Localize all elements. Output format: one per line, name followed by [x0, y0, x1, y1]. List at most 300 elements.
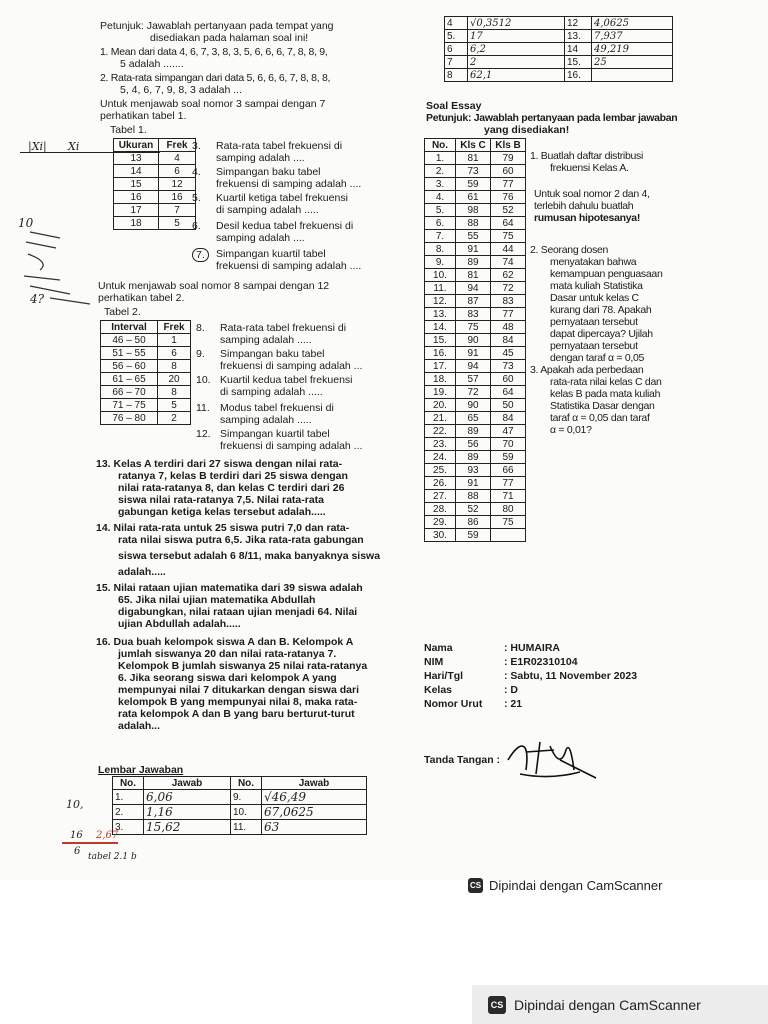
table-2-caption: Tabel 2. [104, 306, 141, 318]
table-1-header [114, 139, 196, 152]
table-cell: 16. [565, 69, 592, 82]
table-cell: 10. [231, 805, 262, 820]
table-cell: 88 [456, 217, 491, 230]
table-cell: 83 [491, 295, 526, 308]
table-row [425, 477, 526, 490]
handwritten-xi: Xi [68, 140, 80, 153]
table-row [113, 805, 367, 820]
table-cell: 66 [491, 464, 526, 477]
camscanner-footer [472, 985, 768, 1024]
col-kls-b: Kls B [491, 139, 526, 152]
table-cell: 45 [491, 347, 526, 360]
table-row [425, 490, 526, 503]
question-13-line: gabungan ketiga kelas tersebut adalah..... [118, 506, 326, 518]
question-text: Modus tabel frekuensi di [220, 402, 334, 414]
question-text: samping adalah .... [216, 232, 305, 244]
table-row [425, 347, 526, 360]
table-cell: 2. [425, 165, 456, 178]
table-cell: 66 – 70 [101, 386, 158, 399]
essay-title: Soal Essay [426, 100, 482, 112]
essay-q2: 2. Seorang dosen [530, 244, 609, 256]
question-15-line: ujian Abdullah adalah..... [118, 618, 241, 630]
answer-cell: 15,62 [144, 820, 231, 835]
table-row [425, 334, 526, 347]
answer-cell: 62,1 [468, 69, 565, 82]
table-cell: 28. [425, 503, 456, 516]
handwritten-xi-abs: |Xi| [28, 140, 47, 153]
answer-cell: √46,49 [262, 790, 367, 805]
handwritten-note-16: 16 [70, 830, 83, 841]
table-cell: 6 [445, 43, 468, 56]
handwritten-note-10b: 10, [66, 798, 84, 811]
table-cell: 50 [491, 399, 526, 412]
table-row [445, 43, 673, 56]
value-nama: : HUMAIRA [504, 642, 560, 654]
signature-image [500, 730, 600, 786]
table-cell [491, 529, 526, 542]
data-table-kelas [424, 138, 526, 542]
table-cell: 18 [114, 217, 159, 230]
table-cell: 89 [456, 451, 491, 464]
question-number: 5. [192, 192, 201, 204]
essay-q2-line: menyatakan bahwa [550, 256, 637, 268]
signature-label: Tanda Tangan : [424, 754, 501, 766]
camscanner-footer-text: Dipindai dengan CamScanner [514, 996, 701, 1013]
handwritten-note-6: 6 [74, 846, 81, 857]
table-cell: 18. [425, 373, 456, 386]
table-row [425, 295, 526, 308]
table-cell: 12 [159, 178, 196, 191]
essay-q3-line: taraf α = 0,05 dan taraf [550, 412, 650, 424]
table-cell: 62 [491, 269, 526, 282]
table-cell: 59 [456, 529, 491, 542]
table-cell: 56 – 60 [101, 360, 158, 373]
table-cell: 61 [456, 191, 491, 204]
answer-col-jawab: Jawab [144, 777, 231, 790]
label-kelas: Kelas [424, 684, 453, 696]
table-2-col-frek: Frek [158, 321, 191, 334]
table-row [101, 386, 191, 399]
table-cell: 52 [456, 503, 491, 516]
table-cell: 30. [425, 529, 456, 542]
table-row [425, 165, 526, 178]
table-cell: 52 [491, 204, 526, 217]
answer-cell: 6,2 [468, 43, 565, 56]
question-number: 12. [196, 428, 211, 440]
question-16-line: mempunyai nilai 7 ditukarkan dengan siswa dari [118, 684, 359, 696]
table-cell: 13. [425, 308, 456, 321]
table-cell: 6 [159, 165, 196, 178]
table-row [425, 373, 526, 386]
table-cell: 72 [456, 386, 491, 399]
answer-col-jawab: Jawab [262, 777, 367, 790]
table-row [101, 360, 191, 373]
table-cell: 76 – 80 [101, 412, 158, 425]
answer-table-top [444, 16, 673, 82]
table-row [425, 204, 526, 217]
table-cell: 59 [456, 178, 491, 191]
table-cell: 70 [491, 438, 526, 451]
table-cell: 64 [491, 386, 526, 399]
essay-q3-line: kelas B pada mata kuliah [550, 388, 661, 400]
question-number: 9. [196, 348, 205, 360]
label-nim: NIM [424, 656, 444, 668]
table-row [101, 373, 191, 386]
question-13-line: ratanya 7, kelas B terdiri dari 25 siswa dengan [118, 470, 348, 482]
question-text: Kuartil kedua tabel frekuensi [220, 374, 353, 386]
question-text: frekuensi di samping adalah ... [220, 360, 363, 372]
question-13: 13. Kelas A terdiri dari 27 siswa dengan nilai rata- [96, 458, 343, 470]
question-16-line: rata kelompok A dan B yang baru berturut-turut [118, 708, 355, 720]
table-cell: 77 [491, 178, 526, 191]
essay-q3: 3. Apakah ada perbedaan [530, 364, 644, 376]
table-cell: 11. [231, 820, 262, 835]
table-cell: 12 [565, 17, 592, 30]
table-cell: 22. [425, 425, 456, 438]
table-2-header [101, 321, 191, 334]
camscanner-text: Dipindai dengan CamScanner [489, 878, 663, 893]
table-1-col-frek: Frek [159, 139, 196, 152]
table-row [425, 451, 526, 464]
table-row [425, 464, 526, 477]
data-table-header [425, 139, 526, 152]
col-kls-c: Kls C [456, 139, 491, 152]
handwritten-note-267: 2,67 [96, 830, 119, 841]
table-cell: 26. [425, 477, 456, 490]
table-cell: 29. [425, 516, 456, 529]
essay-q2-line: pernyataan tersebut [550, 316, 638, 328]
table-row [425, 321, 526, 334]
question-1-cont: 5 adalah ....... [120, 58, 184, 70]
essay-note: rumusan hipotesanya! [534, 212, 641, 224]
answer-cell: 67,0625 [262, 805, 367, 820]
table-cell: 74 [491, 256, 526, 269]
table-cell: 84 [491, 412, 526, 425]
table-row [425, 503, 526, 516]
table-cell: 1. [425, 152, 456, 165]
table-row [425, 152, 526, 165]
table-row [425, 217, 526, 230]
table-row [114, 191, 196, 204]
question-number: 6. [192, 220, 201, 232]
table-row [101, 412, 191, 425]
value-tanggal: : Sabtu, 11 November 2023 [504, 670, 638, 682]
table-row [114, 204, 196, 217]
table-2-col-interval: Interval [101, 321, 158, 334]
handwritten-note-10: 10 [18, 216, 34, 230]
table-cell: 89 [456, 256, 491, 269]
table-row [425, 308, 526, 321]
table-cell: 71 [491, 490, 526, 503]
table-row [114, 165, 196, 178]
table-cell: 48 [491, 321, 526, 334]
table-cell: 46 – 50 [101, 334, 158, 347]
answer-sheet-title: Lembar Jawaban [98, 764, 184, 776]
table-cell: 15. [425, 334, 456, 347]
table-cell: 11. [425, 282, 456, 295]
table-row [425, 412, 526, 425]
question-15: 15. Nilai rataan ujian matematika dari 39 siswa adalah [96, 582, 363, 594]
table-cell: 5. [445, 30, 468, 43]
table-cell: 88 [456, 490, 491, 503]
question-text: frekuensi di samping adalah .... [216, 260, 362, 272]
table-1-caption: Tabel 1. [110, 124, 147, 136]
table-cell: 8 [445, 69, 468, 82]
table-row [425, 529, 526, 542]
table-cell: 98 [456, 204, 491, 217]
essay-q3-line: rata-rata nilai kelas C dan [550, 376, 662, 388]
table-cell: 75 [491, 230, 526, 243]
table-cell: 75 [456, 321, 491, 334]
table-cell: 17. [425, 360, 456, 373]
table-cell: 3. [113, 820, 144, 835]
essay-q2-line: kemampuan penguasaan [550, 268, 663, 280]
table-cell: 47 [491, 425, 526, 438]
answer-cell: 1,16 [144, 805, 231, 820]
question-text: Simpangan kuartil tabel [216, 248, 326, 260]
table-cell: 65 [456, 412, 491, 425]
table-cell: 10. [425, 269, 456, 282]
table-2 [100, 320, 191, 425]
table-cell: 20. [425, 399, 456, 412]
table-cell: 61 – 65 [101, 373, 158, 386]
question-text: Rata-rata tabel frekuensi di [220, 322, 347, 334]
table-cell: 23. [425, 438, 456, 451]
table-cell: 6 [158, 347, 191, 360]
question-text: samping adalah ..... [220, 414, 312, 426]
table-cell: 87 [456, 295, 491, 308]
table-cell: 57 [456, 373, 491, 386]
table-row [425, 516, 526, 529]
essay-q2-line: dengan taraf α = 0,05 [550, 352, 645, 364]
essay-instruction: Petunjuk: Jawablah pertanyaan pada lembar jawaban [426, 112, 678, 124]
intro-table-1-cont: perhatikan tabel 1. [100, 110, 187, 122]
table-row [425, 399, 526, 412]
question-16-line: Kelompok B jumlah siswanya 25 nilai rata-ratanya [118, 660, 368, 672]
table-row [101, 334, 191, 347]
table-row [425, 230, 526, 243]
question-16: 16. Dua buah kelompok siswa A dan B. Kelompok A [96, 636, 354, 648]
question-number: 8. [196, 322, 205, 334]
essay-q2-line: pernyataan tersebut [550, 340, 638, 352]
question-number: 11. [196, 402, 210, 414]
table-cell: 24. [425, 451, 456, 464]
intro-table-1: Untuk menjawab soal nomor 3 sampai dengan 7 [100, 98, 326, 110]
label-nomor-urut: Nomor Urut [424, 698, 483, 710]
red-pen-mark [62, 842, 118, 844]
table-1-col-ukuran: Ukuran [114, 139, 159, 152]
table-row [425, 438, 526, 451]
table-cell: 90 [456, 399, 491, 412]
table-cell: 8 [158, 360, 191, 373]
table-cell: 3. [425, 178, 456, 191]
question-14-line: siswa tersebut adalah 6 8/11, maka banyaknya siswa [118, 550, 381, 562]
table-cell: 5 [159, 217, 196, 230]
value-nomor-urut: : 21 [504, 698, 523, 710]
table-1 [113, 138, 196, 230]
essay-q1-cont: frekuensi Kelas A. [550, 162, 629, 174]
answer-cell: 2 [468, 56, 565, 69]
table-cell: 77 [491, 308, 526, 321]
question-text: Simpangan baku tabel [216, 166, 321, 178]
essay-q2-line: mata kuliah Statistika [550, 280, 643, 292]
value-nim: : E1R02310104 [504, 656, 578, 668]
table-cell: 6. [425, 217, 456, 230]
question-number: 4. [192, 166, 201, 178]
question-text: Rata-rata tabel frekuensi di [216, 140, 343, 152]
label-nama: Nama [424, 642, 453, 654]
table-cell: 14. [425, 321, 456, 334]
table-row [445, 17, 673, 30]
question-16-line: jumlah siswanya 20 dan nilai rata-ratanya 7. [118, 648, 337, 660]
answer-cell: 4,0625 [592, 17, 673, 30]
table-cell: 1. [113, 790, 144, 805]
table-cell: 13. [565, 30, 592, 43]
table-cell: 5. [425, 204, 456, 217]
answer-sheet-header [113, 777, 367, 790]
table-cell: 7. [425, 230, 456, 243]
table-cell: 19. [425, 386, 456, 399]
question-text: Kuartil ketiga tabel frekuensi [216, 192, 348, 204]
table-cell: 80 [491, 503, 526, 516]
table-cell: 16 [114, 191, 159, 204]
table-cell: 4 [159, 152, 196, 165]
answer-col-no: No. [231, 777, 262, 790]
answer-cell: 6,06 [144, 790, 231, 805]
camscanner-logo-icon: CS [468, 878, 483, 893]
table-row [425, 191, 526, 204]
handwritten-note-4: 4? [30, 292, 45, 306]
table-cell: 76 [491, 191, 526, 204]
question-13-line: nilai rata-ratanya 8, dan kelas C terdiri dari 26 [118, 482, 345, 494]
table-cell: 8. [425, 243, 456, 256]
table-row [114, 178, 196, 191]
table-row [425, 178, 526, 191]
table-row [425, 269, 526, 282]
question-text: Simpangan kuartil tabel [220, 428, 330, 440]
question-16-line: kelompok B yang mempunyai nilai 8, maka rata- [118, 696, 358, 708]
question-text: frekuensi di samping adalah .... [216, 178, 362, 190]
table-cell: 8 [158, 386, 191, 399]
table-cell: 5 [158, 399, 191, 412]
table-cell: 59 [491, 451, 526, 464]
table-row [101, 399, 191, 412]
table-row [445, 69, 673, 82]
table-cell: 79 [491, 152, 526, 165]
question-text: Desil kedua tabel frekuensi di [216, 220, 354, 232]
question-15-line: 65. Jika nilai ujian matematika Abdullah [118, 594, 316, 606]
table-row [114, 152, 196, 165]
answer-cell: 17 [468, 30, 565, 43]
table-cell: 16 [159, 191, 196, 204]
intro-table-2-cont: perhatikan tabel 2. [98, 292, 185, 304]
table-cell: 27. [425, 490, 456, 503]
table-cell: 83 [456, 308, 491, 321]
table-cell: 94 [456, 360, 491, 373]
question-14-line: adalah..... [118, 566, 166, 578]
question-15-line: digabungkan, nilai rataan ujian menjadi 64. Nilai [118, 606, 358, 618]
question-text: di samping adalah ..... [220, 386, 323, 398]
table-row [114, 217, 196, 230]
question-16-line: adalah... [118, 720, 161, 732]
table-cell: 7 [445, 56, 468, 69]
table-row [425, 386, 526, 399]
table-cell: 7 [159, 204, 196, 217]
table-cell: 60 [491, 165, 526, 178]
question-1: 1. Mean dari data 4, 6, 7, 3, 8, 3, 5, 6, 6, 6, 7, 8, 8, 9, [100, 46, 328, 58]
answer-sheet-table [112, 776, 367, 835]
table-cell: 73 [456, 165, 491, 178]
table-cell: 71 – 75 [101, 399, 158, 412]
table-cell: 51 – 55 [101, 347, 158, 360]
question-number-circled: 7. [192, 248, 209, 262]
table-cell: 56 [456, 438, 491, 451]
table-cell: 17 [114, 204, 159, 217]
table-cell: 9. [425, 256, 456, 269]
table-cell: 91 [456, 347, 491, 360]
instruction-line-2: disediakan pada halaman soal ini! [150, 32, 309, 44]
intro-table-2: Untuk menjawab soal nomor 8 sampai dengan 12 [98, 280, 330, 292]
question-number: 3. [192, 140, 201, 152]
table-cell: 81 [456, 152, 491, 165]
question-2-cont: 5, 4, 6, 7, 9, 8, 3 adalah ... [120, 84, 243, 96]
question-text: samping adalah .... [216, 152, 305, 164]
table-row [101, 347, 191, 360]
essay-q2-line: kurang dari 78. Apakah [550, 304, 652, 316]
table-cell: 90 [456, 334, 491, 347]
table-cell: 77 [491, 477, 526, 490]
instruction-line-1: Petunjuk: Jawablah pertanyaan pada tempat yang [100, 20, 334, 32]
table-row [445, 30, 673, 43]
essay-q2-line: Dasar untuk kelas C [550, 292, 639, 304]
answer-cell: 49,219 [592, 43, 673, 56]
essay-note: terlebih dahulu buatlah [534, 200, 634, 212]
essay-q1: 1. Buatlah daftar distribusi [530, 150, 644, 162]
table-cell: 73 [491, 360, 526, 373]
table-cell: 15. [565, 56, 592, 69]
table-cell: 84 [491, 334, 526, 347]
table-cell: 93 [456, 464, 491, 477]
table-cell: 15 [114, 178, 159, 191]
question-16-line: 6. Jika seorang siswa dari kelompok A yang [118, 672, 337, 684]
question-text: di samping adalah ..... [216, 204, 319, 216]
table-cell: 1 [158, 334, 191, 347]
table-cell: 81 [456, 269, 491, 282]
question-14-line: rata nilai siswa putra 6,5. Jika rata-rata gabungan [118, 534, 364, 546]
table-cell: 60 [491, 373, 526, 386]
label-tanggal: Hari/Tgl [424, 670, 464, 682]
table-cell: 12. [425, 295, 456, 308]
table-row [425, 256, 526, 269]
table-row [425, 425, 526, 438]
table-cell: 44 [491, 243, 526, 256]
table-cell: 64 [491, 217, 526, 230]
question-text: Simpangan baku tabel [220, 348, 325, 360]
table-cell: 2 [158, 412, 191, 425]
table-cell: 2. [113, 805, 144, 820]
table-cell: 20 [158, 373, 191, 386]
table-row [425, 360, 526, 373]
table-row [425, 243, 526, 256]
table-cell: 9. [231, 790, 262, 805]
answer-cell: 63 [262, 820, 367, 835]
essay-note: Untuk soal nomor 2 dan 4, [534, 188, 650, 200]
question-14: 14. Nilai rata-rata untuk 25 siswa putri 7,0 dan rata- [96, 522, 350, 534]
camscanner-logo-icon: CS [488, 996, 506, 1014]
table-cell: 72 [491, 282, 526, 295]
table-row [445, 56, 673, 69]
question-text: frekuensi di samping adalah ... [220, 440, 363, 452]
